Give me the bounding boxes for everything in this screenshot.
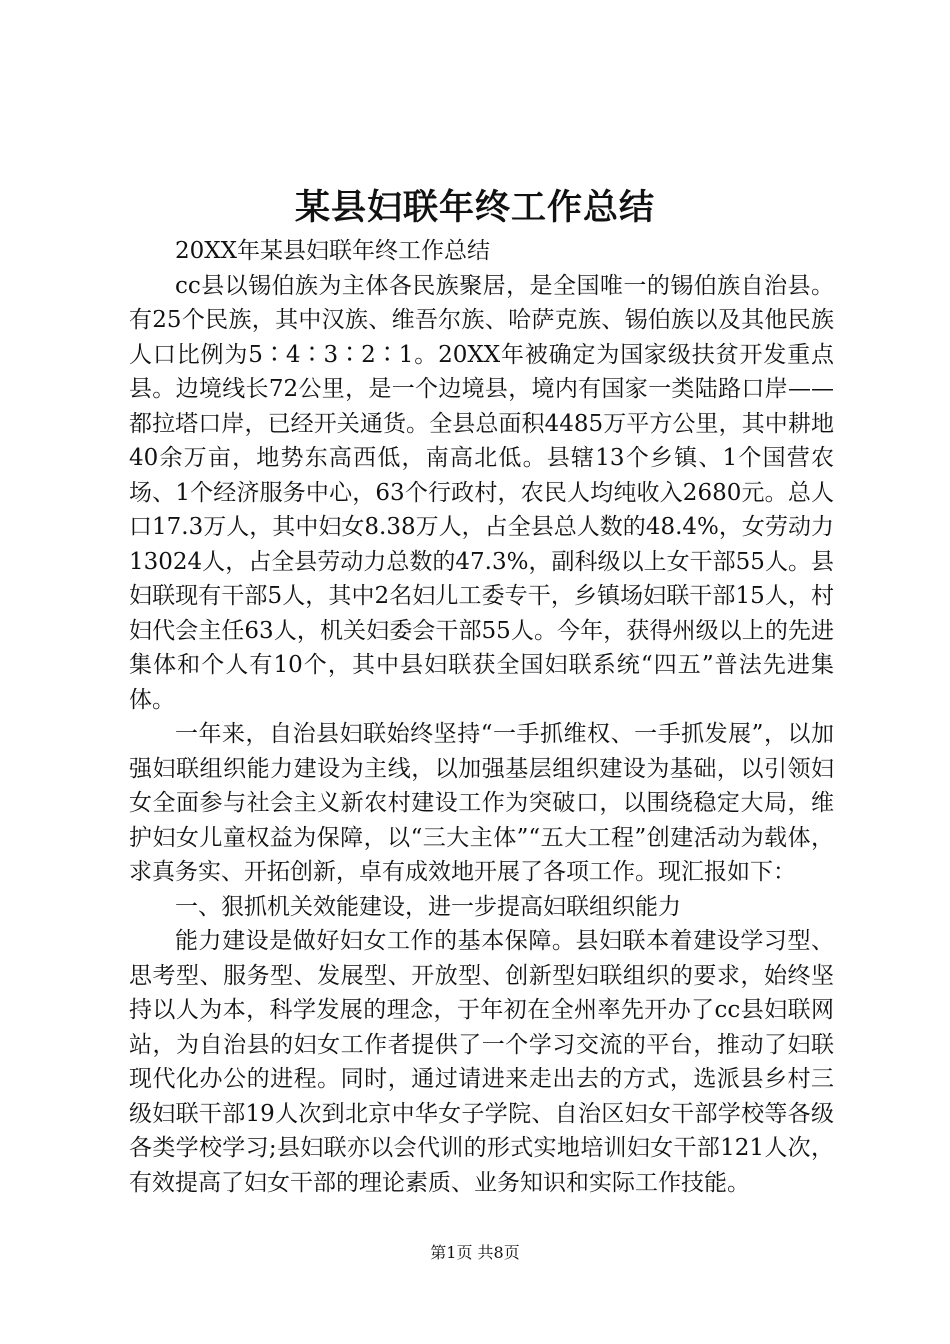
page-number: 第1页 共8页 bbox=[430, 1243, 520, 1262]
section-paragraph: 能力建设是做好妇女工作的基本保障。县妇联本着建设学习型、思考型、服务型、发展型、开放型、创新型妇联组织的要求，始终坚持以人为本，科学发展的理念，于年初在全州率先开办了cc县妇联网站，为自治县的妇女工作者提供了一个学习交流的平台，推动了妇联现代化办公的进程。同时，通过请进来走出去的方式，选派县乡村三级妇联干部19人次到北京中华女子学院、自治区妇女干部学校等各级各类学校学习;县妇联亦以会代训的形式实地培训妇女干部121人次，有效提高了妇女干部的理论素质、业务知识和实际工作技能。 bbox=[129, 928, 834, 1196]
subtitle-line: 20XX年某县妇联年终工作总结 bbox=[175, 238, 491, 264]
document-body bbox=[129, 234, 834, 1200]
summary-intro-paragraph: 一年来，自治县妇联始终坚持“一手抓维权、一手抓发展”，以加强妇联组织能力建设为主线，以加强基层组织建设为基础，以引领妇女全面参与社会主义新农村建设工作为突破口，以围绕稳定大局，维护妇女儿童权益为保障，以“三大主体”“五大工程”创建活动为载体，求真务实、开拓创新，卓有成效地开展了各项工作。现汇报如下： bbox=[129, 721, 834, 885]
county-overview-paragraph: cc县以锡伯族为主体各民族聚居，是全国唯一的锡伯族自治县。有25个民族，其中汉族、维吾尔族、哈萨克族、锡伯族以及其他民族人口比例为5∶4∶3∶2∶1。20XX年被确定为国家级扶贫开发重点县。边境线长72公里，是一个边境县，境内有国家一类陆路口岸——都拉塔口岸，已经开关通货。全县总面积4485万平方公里，其中耕地40余万亩，地势东高西低，南高北低。县辖13个乡镇、1个国营农场、1个经济服务中心，63个行政村，农民人均纯收入2680元。总人口17.3万人，其中妇女8.38万人，占全县总人数的48.4%，女劳动力13024人，占全县劳动力总数的47.3%，副科级以上女干部55人。县妇联现有干部5人，其中2名妇儿工委专干，乡镇场妇联干部15人，村妇代会主任63人，机关妇委会干部55人。今年，获得州级以上的先进集体和个人有10个，其中县妇联获全国妇联系统“四五”普法先进集体。 bbox=[129, 272, 834, 713]
section-heading: 一、狠抓机关效能建设，进一步提高妇联组织能力 bbox=[175, 893, 681, 920]
document-title: 某县妇联年终工作总结 bbox=[294, 187, 655, 228]
